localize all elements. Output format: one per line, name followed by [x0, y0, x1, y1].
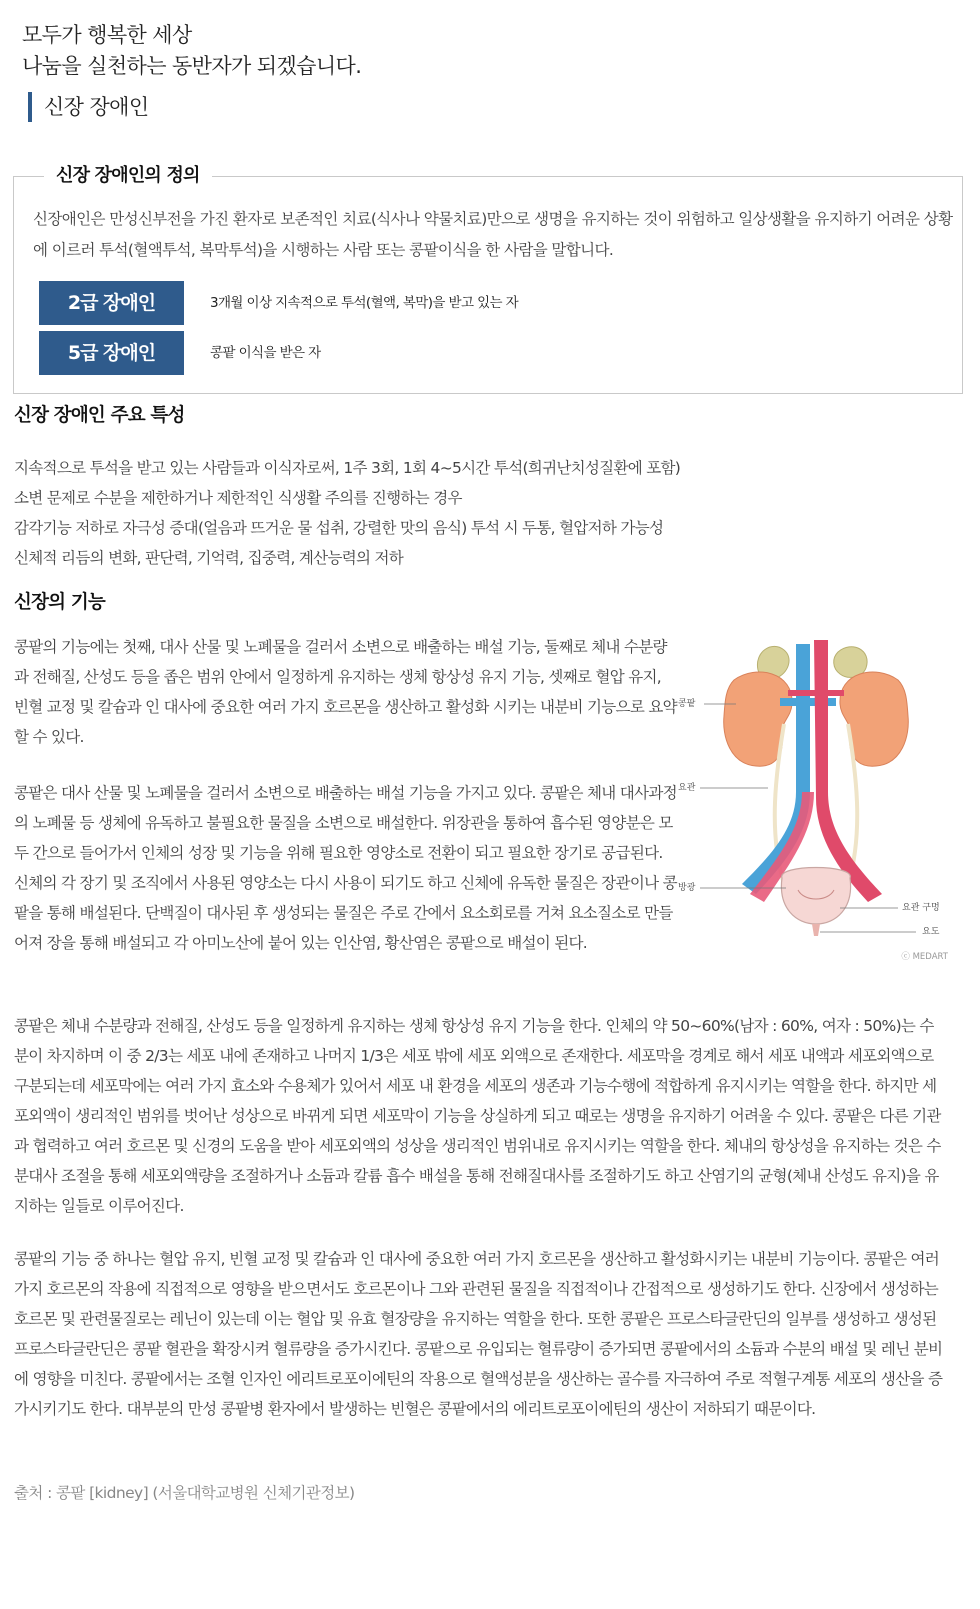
intro-line-2: 나눔을 실천하는 동반자가 되겠습니다. — [22, 54, 362, 78]
intro-line-1: 모두가 행복한 세상 — [22, 23, 192, 47]
list-item: 소변 문제로 수분을 제한하거나 제한적인 식생활 주의를 진행하는 경우 — [14, 489, 462, 507]
list-item: 지속적으로 투석을 받고 있는 사람들과 이식자로써, 1주 3회, 1회 4~5시간 투석(희귀난치성질환에 포함) — [14, 459, 681, 477]
definition-text: 신장애인은 만성신부전을 가진 환자로 보존적인 치료(식사나 약물치료)만으로 생명을 유지하는 것이 위험하고 일상생활을 유지하기 어려운 상황에 이르러 투석(혈액투석, 복막투석)을 시행하는 사람 또는 콩팥이식을 한 사람을 말합니다. — [33, 210, 953, 259]
source-citation: 출처 : 콩팥 [kidney] (서울대학교병원 신체기관정보) — [14, 1484, 355, 1502]
features-heading: 신장 장애인 주요 특성 — [14, 405, 185, 426]
features-list — [14, 453, 680, 573]
list-item: 신체적 리듬의 변화, 판단력, 기억력, 집중력, 계산능력의 저하 — [14, 549, 404, 567]
function-paragraph: 콩팥은 체내 수분량과 전해질, 산성도 등을 일정하게 유지하는 생체 항상성 유지 기능을 한다. 인체의 약 50~60%(남자 : 60%, 여자 : 50%)는 수분이 차지하며 이 중 2/3는 세포 내에 존재하고 나머지 1/3은 세포 밖에 세포 외액으로 존재한다. 세포막을 경계로 해서 세포 내액과 세포외액으로 구분되는데 세포막에는 여러 가지 효소와 수용체가 있어서 세포 내 환경을 세포의 생존과 기능수행에 적합하게 유지시키는 역할을 한다. 하지만 세포외액이 생리적인 범위를 벗어난 성상으로 바뀌게 되면 세포막이 기능을 상실하게 되고 때로는 생명을 유지하기 어려울 수 있다. 콩팥은 다른 기관과 협력하고 여러 호르몬 및 신경의 도움을 받아 세포외액의 성상을 생리적인 범위내로 유지시키는 역할을 한다. 체내의 항상성을 유지하는 것은 수분대사 조절을 통해 세포외액량을 조절하거나 소듐과 칼륨 흡수 배설을 통해 전해질대사를 조절하기도 하고 산염기의 균형(체내 산성도 유지)을 유지하는 일들로 이루어진다. — [14, 1017, 941, 1215]
label-urethra: 요도 — [922, 927, 940, 937]
function-paragraph: 콩팥의 기능에는 첫째, 대사 산물 및 노폐물을 걸러서 소변으로 배출하는 배설 기능, 둘째로 체내 수분량과 전해질, 산성도 등을 좁은 범위 안에서 일정하게 유지하는 생체 항상성 유지 기능, 셋째로 혈압 유지, 빈혈 교정 및 칼슘과 인 대사에 중요한 여러 가지 호르몬을 생산하고 활성화 시키는 내분비 기능으로 요약할 수 있다. — [14, 638, 677, 746]
label-kidney: 콩팥 — [678, 699, 696, 709]
grade-badge: 2급 장애인 — [39, 281, 184, 325]
urinary-system-illustration — [676, 632, 956, 972]
list-item: 감각기능 저하로 자극성 증대(얼음과 뜨거운 물 섭취, 강렬한 맛의 음식) 투석 시 두통, 혈압저하 가능성 — [14, 519, 664, 537]
grade-description: 콩팥 이식을 받은 자 — [210, 345, 321, 361]
grade-row — [39, 281, 919, 325]
label-ureteral-orifice: 요관 구멍 — [902, 903, 940, 913]
label-ureter: 요관 — [678, 783, 696, 793]
definition-box — [13, 165, 963, 394]
page-title: 신장 장애인 — [28, 92, 149, 122]
definition-heading: 신장 장애인의 정의 — [44, 163, 212, 189]
image-credit: ⓒ MEDART — [901, 952, 948, 962]
function-paragraph: 콩팥의 기능 중 하나는 혈압 유지, 빈혈 교정 및 칼슘과 인 대사에 중요한 여러 가지 호르몬을 생산하고 활성화시키는 내분비 기능이다. 콩팥은 여러 가지 호르몬의 작용에 직접적으로 영향을 받으면서도 호르몬이나 그와 관련된 물질을 직접적이나 간접적으로 생성하기도 한다. 신장에서 생성하는 호르몬 및 관련물질로는 레닌이 있는데 이는 혈압 및 유효 혈장량을 유지하는 역할을 한다. 또한 콩팥은 프로스타글란딘의 일부를 생성하고 생성된 프로스타글란딘은 콩팥 혈관을 확장시켜 혈류량을 증가시킨다. 콩팥으로 유입되는 혈류량이 증가되면 콩팥에서의 소듐과 수분의 배설 및 레닌 분비에 영향을 미친다. 콩팥에서는 조혈 인자인 에리트로포이에틴의 작용으로 혈액성분을 생산하는 골수를 자극하여 주로 적혈구계통 세포의 생산을 증가시키기도 한다. 대부분의 만성 콩팥병 환자에서 발생하는 빈혈은 콩팥에서의 에리트로포이에틴의 생산이 저하되기 때문이다. — [14, 1250, 943, 1418]
label-bladder: 방광 — [678, 883, 696, 893]
grade-row — [39, 331, 919, 375]
grade-badge: 5급 장애인 — [39, 331, 184, 375]
grade-description: 3개월 이상 지속적으로 투석(혈액, 복막)을 받고 있는 자 — [210, 295, 519, 311]
urinary-system-svg — [676, 632, 956, 972]
function-heading: 신장의 기능 — [14, 592, 105, 613]
function-paragraph: 콩팥은 대사 산물 및 노폐물을 걸러서 소변으로 배출하는 배설 기능을 가지고 있다. 콩팥은 체내 대사과정의 노폐물 등 생체에 유독하고 불필요한 물질을 소변으로 배설한다. 위장관을 통하여 흡수된 영양분은 모두 간으로 들어가서 인체의 성장 및 기능을 위해 필요한 영양소로 전환이 되고 필요한 장기로 공급된다. 신체의 각 장기 및 조직에서 사용된 영양소는 다시 사용이 되기도 하고 신체에 유독한 물질은 장관이나 콩팥을 통해 배설된다. 단백질이 대사된 후 생성되는 물질은 주로 간에서 요소회로를 거쳐 요소질소로 만들어져 장을 통해 배설되고 각 아미노산에 붙어 있는 인산염, 황산염은 콩팥으로 배설이 된다. — [14, 784, 677, 952]
intro-text — [22, 20, 361, 82]
